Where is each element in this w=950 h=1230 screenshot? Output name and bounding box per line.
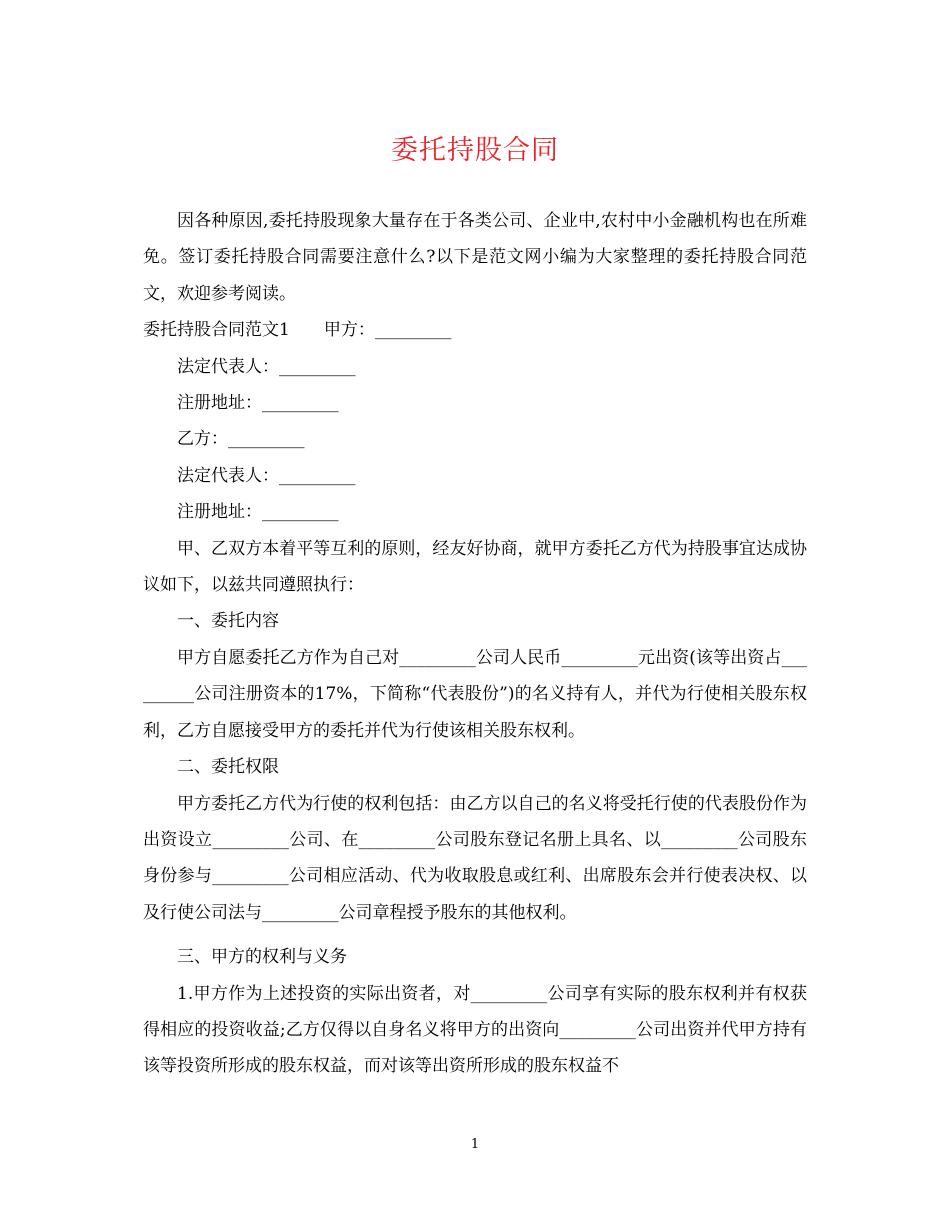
document-body xyxy=(143,203,807,1085)
page-number: 1 xyxy=(470,1137,480,1152)
section-heading-2: 二、委托权限 xyxy=(177,757,279,778)
document-title: 委托持股合同 xyxy=(391,135,559,166)
agreement-preamble: 甲、乙双方本着平等互利的原则，经友好协商，就甲方委托乙方代为持股事宜达成协议如下，以兹共同遵照执行： xyxy=(143,538,807,596)
section-3-item-1: 1.甲方作为上述投资的实际出资者，对_________公司享有实际的股东权利并有权获得相应的投资收益;乙方仅得以自身名义将甲方的出资向_________公司出资并代甲方持有该等投资所形成的股东权益，而对该等出资所形成的股东权益不 xyxy=(143,983,807,1077)
section-heading-3: 三、甲方的权利与义务 xyxy=(177,947,347,968)
section-1-body: 甲方自愿委托乙方作为自己对_________公司人民币_________元出资(该等出资占_________公司注册资本的17%，下简称“代表股份”)的名义持有人，并代为行使相关股东权利，乙方自愿接受甲方的委托并代为行使该相关股东权利。 xyxy=(143,647,807,741)
party-b-address: 注册地址：_________ xyxy=(177,502,339,523)
intro-paragraph: 因各种原因,委托持股现象大量存在于各类公司、企业中,农村中小金融机构也在所难免。签订委托持股合同需要注意什么?以下是范文网小编为大家整理的委托持股合同范文，欢迎参考阅读。 xyxy=(143,211,807,304)
party-a-line: 委托持股合同范文1 甲方：_________ xyxy=(143,320,452,341)
party-a-address: 注册地址：_________ xyxy=(177,393,339,414)
section-heading-1: 一、委托内容 xyxy=(177,611,279,632)
party-b-line: 乙方：_________ xyxy=(177,429,305,450)
section-2-body: 甲方委托乙方代为行使的权利包括：由乙方以自己的名义将受托行使的代表股份作为出资设立_________公司、在_________公司股东登记名册上具名、以_________公司股东身份参与_________公司相应活动、代为收取股息或红利、出席股东会并行使表决权、以及行使公司法与_________公司章程授予股东的其他权利。 xyxy=(143,793,807,923)
party-a-legal-rep: 法定代表人：_________ xyxy=(177,356,356,377)
party-b-legal-rep: 法定代表人：_________ xyxy=(177,465,356,486)
